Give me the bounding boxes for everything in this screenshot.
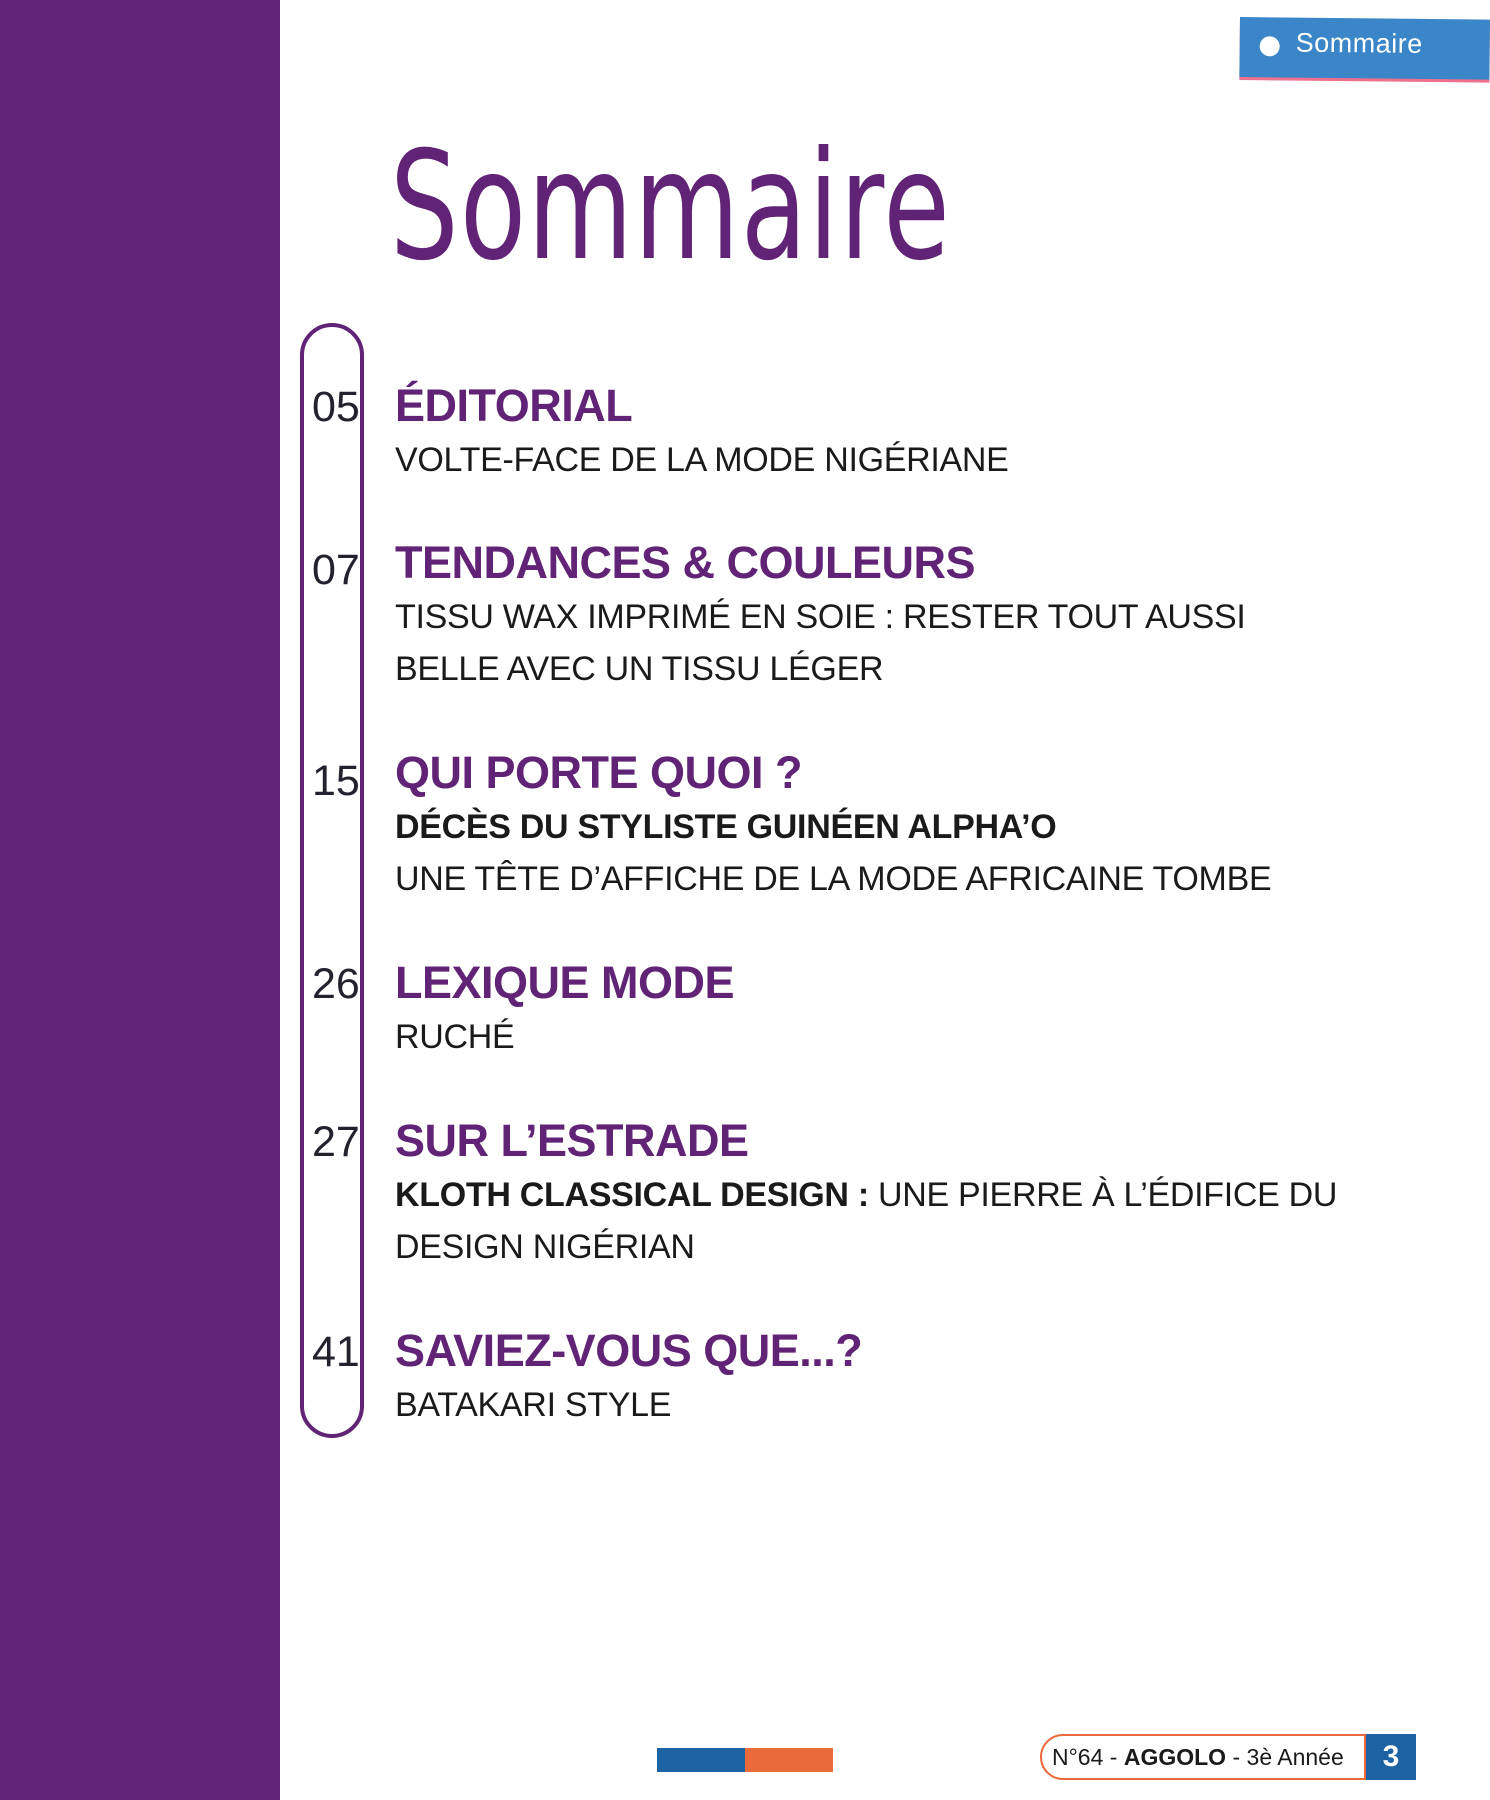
toc-entry-subtitle: UNE PIERRE À L’ÉDIFICE DU xyxy=(868,1176,1338,1214)
toc-entry-title: ÉDITORIAL xyxy=(395,380,633,431)
toc-entry-title: TENDANCES & COULEURS xyxy=(395,537,976,588)
footer-issue-info xyxy=(1040,1734,1366,1780)
toc-entry-title: SUR L’ESTRADE xyxy=(395,1115,749,1166)
decor-bar-blue xyxy=(657,1748,745,1772)
section-tab xyxy=(1239,17,1490,80)
toc-entry-subtitle: UNE TÊTE D’AFFICHE DE LA MODE AFRICAINE TOMBE xyxy=(395,860,1272,898)
magazine-name: AGGOLO xyxy=(1123,1744,1227,1770)
toc-entry-subtitle: TISSU WAX IMPRIMÉ EN SOIE : RESTER TOUT AUSSI xyxy=(395,598,1246,636)
page-title: Sommaire xyxy=(390,120,952,294)
toc-page-number: 41 xyxy=(312,1328,360,1376)
toc-page-number: 15 xyxy=(312,757,360,805)
toc-page-number: 07 xyxy=(312,546,360,594)
page-number-rail xyxy=(300,323,364,1438)
toc-entry-title: QUI PORTE QUOI ? xyxy=(395,747,803,798)
page-number: 3 xyxy=(1366,1734,1416,1780)
toc-entry-subtitle: BATAKARI STYLE xyxy=(395,1386,672,1424)
left-color-band xyxy=(0,0,280,1800)
toc-page-number: 05 xyxy=(312,383,360,431)
issue-number: N°64 xyxy=(1052,1744,1104,1770)
bullet-dot-icon xyxy=(1260,36,1280,56)
toc-entry-title: LEXIQUE MODE xyxy=(395,957,735,1008)
toc-page-number: 26 xyxy=(312,960,360,1008)
decor-bar-orange xyxy=(745,1748,833,1772)
toc-entry-subtitle: BELLE AVEC UN TISSU LÉGER xyxy=(395,650,884,688)
section-tab-label: Sommaire xyxy=(1295,27,1423,59)
toc-entry-subtitle: VOLTE-FACE DE LA MODE NIGÉRIANE xyxy=(395,441,1009,479)
issue-year: 3è Année xyxy=(1246,1744,1344,1770)
footer-separator: - xyxy=(1226,1744,1247,1770)
toc-entry-title: SAVIEZ-VOUS QUE...? xyxy=(395,1325,863,1376)
toc-entry-subtitle-bold: DÉCÈS DU STYLISTE GUINÉEN ALPHA’O xyxy=(395,808,1057,846)
toc-page-number: 27 xyxy=(312,1118,360,1166)
toc-entry-subtitle: DESIGN NIGÉRIAN xyxy=(395,1228,695,1266)
toc-entry-subtitle: RUCHÉ xyxy=(395,1018,515,1056)
toc-entry-subtitle-bold: KLOTH CLASSICAL DESIGN : xyxy=(395,1176,869,1214)
footer-separator: - xyxy=(1103,1744,1124,1770)
